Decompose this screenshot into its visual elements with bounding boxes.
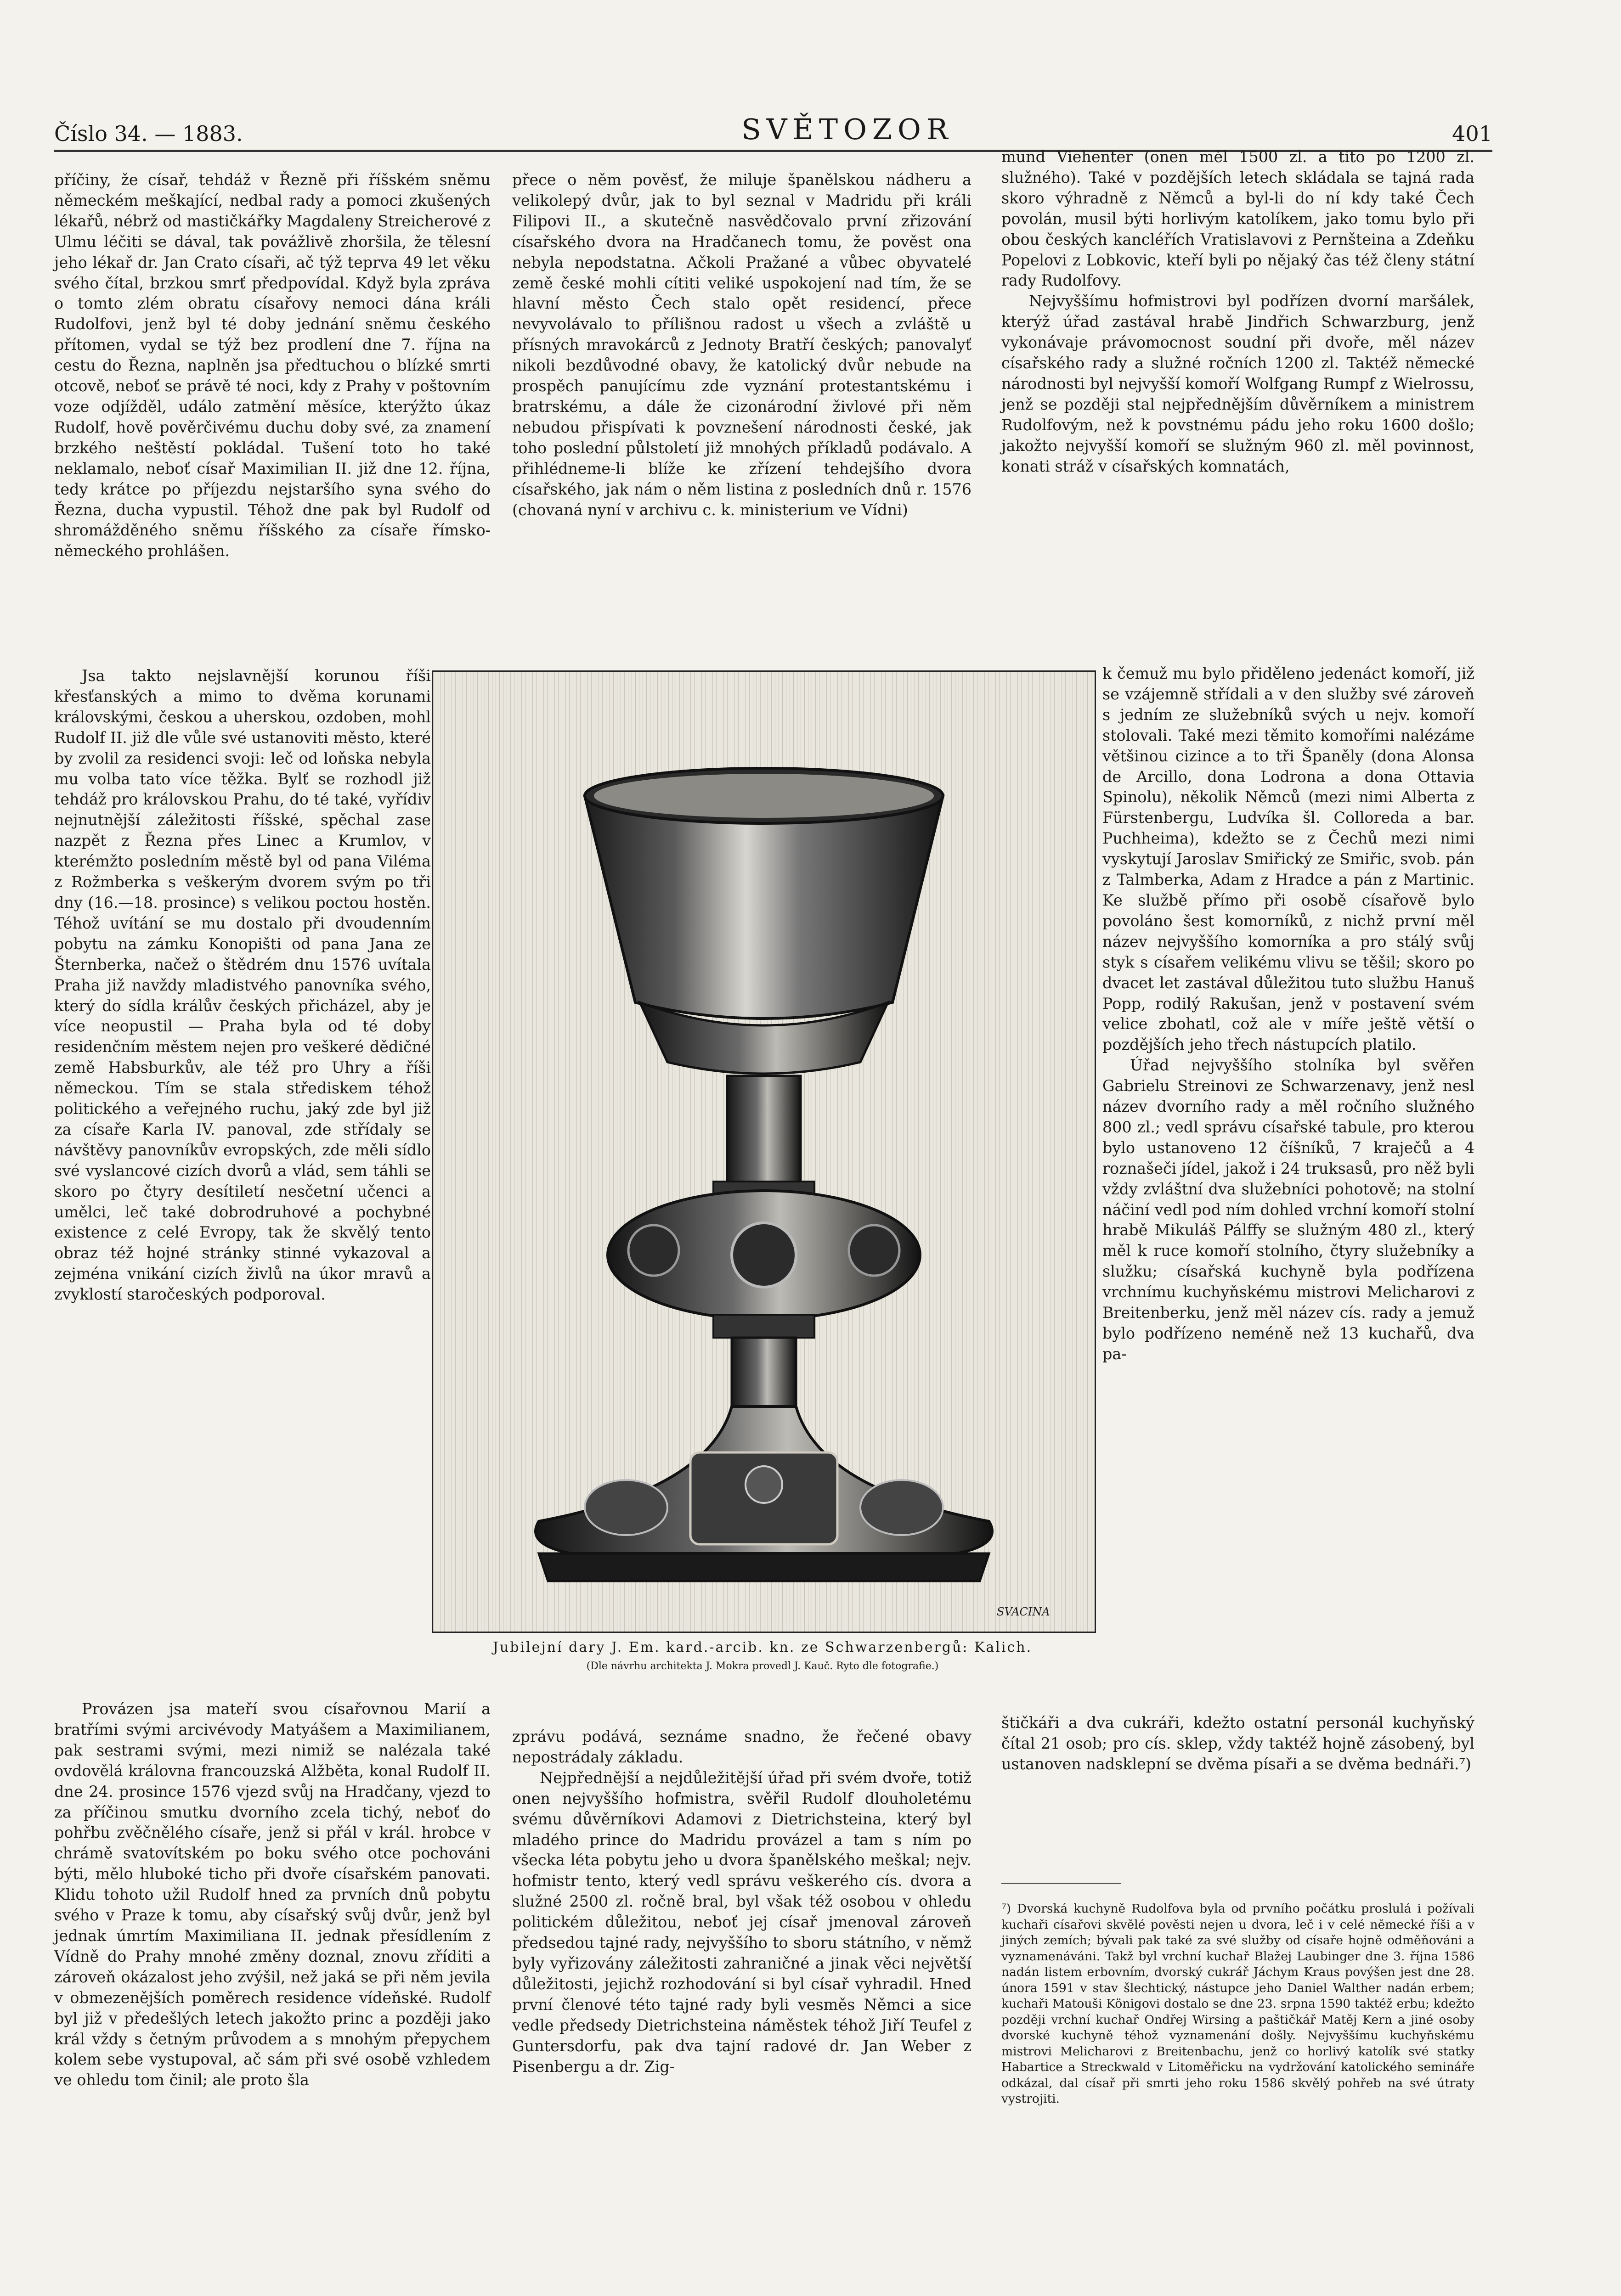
footnote-rule (1001, 1883, 1121, 1884)
page-number: 401 (1452, 121, 1492, 146)
column-2-bottom (512, 1727, 971, 2077)
paragraph: mund Viehenter (onen měl 1500 zl. a tito po 1200 zl. služného). Také v pozdějších letech skládala se tajná rada skoro výhradně z Němců a byl-li do ní kdy také Čech povolán, musil býti horlivým katolíkem, jako tomu bylo při obou českých kancléřích Vratislavovi z Pernšteina a Zdeňku Popelovi z Lobkovic, kteří byli po nějaký čas též členy státní rady Rudolfovy. (1001, 148, 1474, 290)
column-3-middle (1102, 664, 1474, 1365)
figure-credit: (Dle návrhu architekta J. Mokra provedl J. Kauč. Ryto dle fotografie.) (586, 1660, 939, 1672)
paragraph: příčiny, že císař, tehdáž v Řezně při říšském sněmu německém meškající, nedbal rady a pomoci zkušených lékařů, nébrž od mastičkářky Magdaleny Streicherové z Ulmu léčiti se dával, tak povážlivě zhoršila, že tělesní jeho lékař dr. Jan Crato císaři, ač týž teprva 49 let věku svého čítal, brzkou smrť předpovídal. Když byla zpráva o tomto zlém obratu císařovy nemoci dána králi Rudolfovi, jenž byl té doby jednání sněmu českého přítomen, vydal se týž bez prodlení dne 7. října na cestu do Řezna, naplněn jsa předtuchou o blízké smrti otcově, neboť se právě té noci, kdy z Prahy v poštovním voze odjížděl, událo zatmění měsíce, kterýžto úkaz Rudolf, hově pověrčivému duchu doby své, za znamení brzkého neštěstí pokládal. Tušení toto ho také neklamalo, neboť císař Maximilian II. již dne 12. října, tedy krátce po příjezdu nejstaršího syna svého do Řezna, ducha vypustil. Téhož dne pak byl Rudolf od shromážděného sněmu říšského za císaře římsko-německého prohlášen. (54, 171, 491, 560)
paragraph: zprávu podává, seznáme snadno, že řečené obavy nepostrádaly základu. (512, 1728, 971, 1766)
paragraph: Provázen jsa mateří svou císařovnou Marií a bratřími svými arcivévody Matyášem a Maximilianem, pak sestrami svými, mezi nimiž se nalézala také ovdovělá královna francouzská Alžběta, konal Rudolf II. dne 24. prosince 1576 vjezd svůj na Hradčany, vjezd to za příčinou smutku dvorního zcela tichý, neboť do pohřbu zvěčnělého císaře, jenž si přál v král. hrobce v chrámě svatovítském po boku svého otce pochováni býti, mělo hluboké ticho při dvoře císařském panovati. Klidu tohoto užil Rudolf hned za prvních dnů pobytu svého v Praze k tomu, aby císařský svůj dvůr, jenž byl jednak úmrtím Maximiliana II. jednak přesídlením z Vídně do Prahy mnohé změny doznal, znovu zříditi a zároveň okázalost jeho zvýšil, než jaká se při něm jevila v obmezenějších poměrech residence vídeňské. Rudolf byl již v předešlých letech jakožto princ a později jako král vždy s četným průvodem a s mnohým přepychem kolem sebe vystupoval, ač sám při své osobě vzhledem ve ohledu tom činil; ale proto šla (54, 1700, 491, 2089)
paragraph: Nejvyššímu hofmistrovi byl podřízen dvorní maršálek, kterýž úřad zastával hrabě Jindřich Schwarzburg, jenž vykonávaje právomocnost soudní při dvoře, měl název císařského rady a služné ročních 1200 zl. Taktéž německé národnosti byl nejvyšší komoří Wolfgang Rumpf z Wielrossu, jenž se později stal nejpřednějším důvěrníkem a ministrem Rudolfovým, než k povstnému pádu jeho roku 1600 došlo; jakožto nejvyšší komoří se služným 960 zl. měl povinnost, konati stráž v císařských komnatách, (1001, 292, 1474, 475)
column-1-middle (54, 666, 431, 1305)
page-header (54, 114, 1492, 146)
column-3-bottom (1001, 1713, 1474, 1775)
chalice-engraving (432, 670, 1096, 1633)
paragraph: Jsa takto nejslavnější korunou říši křesťanských a mimo to dvěma korunami královskými, českou a uherskou, ozdoben, mohl Rudolf II. již dle vůle své ustanoviti město, které by zvolil za residenci svoji: leč od loňska nebyla mu volba tato více těžka. Bylť se rozhodl již tehdáž pro královskou Prahu, do té také, vyřídiv nejnutnější záležitosti říšské, spěchal zase nazpět z Řezna přes Linec a Krumlov, v kterémžto posledním městě byl od pana Viléma z Rožmberka s veškerým dvorem svým po tři dny (16.—18. prosince) s velikou poctou hostěn. Téhož uvítání se mu dostalo při dvoudenním pobytu na zámku Konopišti od pana Jana ze Šternberka, načež o štědrém dnu 1576 uvítala Praha již navždy mladistvého panovníka svého, který do sídla králův českých přicházel, aby je více neopustil — Praha byla od té doby residenčním městem nejen pro veškeré dědičné země Habsburkův, ale též pro Uhry a říši německou. Tím se stala střediskem téhož politického a veřejného ruchu, jaký zde byl již za císaře Karla IV. panoval, zde střídaly se návštěvy panovníkův evropských, zde měli sídlo své vyslancové cizích dvorů a vlád, sem táhli se skoro po čtyry desítiletí nesčetní učenci a umělci, leč také dobrodruhové a pochybné existence z celé Evropy, tak že skvělý tento obraz též hojné stránky stinné vykazoval a zejména vnikání cizích živlů na úkor mravů a zvyklostí staročeských podporoval. (54, 667, 431, 1304)
footnote: ⁷) Dvorská kuchyně Rudolfova byla od prvního počátku proslulá i požívali kuchaři císařovi skvělé pověsti nejen u dvora, leč i v celé německé říši a v jiných zemích; bývali pak také za své služby od císaře hojně odměňováni a vyznamenáváni. Takž byl vrchní kuchař Blažej Laubinger dne 3. října 1586 nadán listem erbovním, dvorský cukrář Jáchym Kraus povýšen jest dne 28. února 1591 v stav šlechtický, nástupce jeho Daniel Walther nadán erbem; kuchaři Matouši Königovi dostalo se dne 23. srpna 1590 taktéž erbu; kdežto později vrchní kuchař Ondřej Wirsing a paštičkář Matěj Kern a jiné osoby dvorské kuchyně téhož vyznamenání došly. Nejvyššímu kuchyňskému mistrovi Melicharovi z Breitenbachu, jenž co horlivý katolík své statky Habartice a Streckwald v Litoměřicku na vydržování katolického semináře odkázal, dal císař při smrti jeho roku 1586 skvělý pohřeb na své útraty vystrojiti. (1001, 1902, 1474, 2106)
engraver-signature: SVACINA (997, 1605, 1050, 1618)
column-1-top (54, 170, 491, 562)
paragraph: k čemuž mu bylo přiděleno jedenáct komoří, již se vzájemně střídali a v den služby své zároveň s jedním ze služebníků svých u nejv. komoří stolovali. Také mezi těmito komořími nalézáme většinou cizince a to tři Španěly (dona Alonsa de Arcillo, dona Lodrona a dona Ottavia Spinolu), několik Němců (mezi nimi Alberta z Fürstenbergu, Ludvíka šl. Colloreda a bar. Puchheima), kdežto se z Čechů mezi nimi vyskytují Jaroslav Smiřický ze Smiřic, svob. pán z Talmberka, Adam z Hradce a pán z Martinic. Ke službě přímo při osobě císařově bylo povoláno šest komorníků, z nichž první měl název nejvyššího komorníka a pro stálý svůj styk s císařem velikému vlivu se těšil; skoro po dvacet let zastával důležitou tuto službu Hanuš Popp, rodilý Rakušan, jenž v postavení svém velice zbohatl, což ale v míře ještě větší o pozdějších jeho třech nástupcích platilo. (1102, 664, 1474, 1054)
column-3-top (1001, 147, 1474, 477)
journal-title: SVĚTOZOR (741, 113, 954, 146)
issue-label: Číslo 34. — 1883. (54, 121, 243, 146)
paragraph: Úřad nejvyššího stolníka byl svěřen Gabrielu Streinovi ze Schwarzenavy, jenž nesl název dvorního rady a měl ročního služného 800 zl.; vedl správu císařské tabule, pro kterou bylo ustanoveno 12 číšníků, 7 kraječů a 4 roznašeči jídel, jakož i 24 truksasů, pro něž byli vždy zvláštní dva služebníci pohotově; na stolní náčiní vedl pod ním dohled vrchní komoří stolní hrabě Mikuláš Pálffy se služným 480 zl., který měl k ruce komoří stolního, čtyry služebníky a služku; císařská kuchyně byla podřízena vrchnímu kuchyňskému mistrovi Melicharovi z Breitenberku, jenž měl název cís. rady a jemuž bylo podřízeno neméně než 13 kuchařů, dva pa- (1102, 1056, 1474, 1363)
paragraph: štičkáři a dva cukráři, kdežto ostatní personál kuchyňský čítal 21 osob; pro cís. sklep, vždy taktéž hojně zásobený, byl ustanoven nadsklepní se dvěma písaři a se dvěma bednáři.⁷) (1001, 1714, 1474, 1773)
column-1-bottom (54, 1699, 491, 2091)
paragraph: Nejpřednější a nejdůležitější úřad při svém dvoře, totiž onen nejvyššího hofmistra, svěřil Rudolf dlouholetému svému důvěrníkovi Adamovi z Dietrichsteina, který byl mladého prince do Madridu provázel a tam s ním po všecka léta pobytu jeho u dvora španělského meškal; nejv. hofmistr tento, který vedl správu veškerého cís. dvora a služné 2500 zl. ročně bral, byl však též osobou v ohledu politickém důležitou, neboť jej císař jmenoval zároveň předsedou tajné rady, nejvyššího to sboru státního, v němž byly vyřizovány záležitosti zahraničné a jinak věci největší důležitosti, jejichž rozhodování si byl císař vyhradil. Hned první členové této tajné rady byli vesměs Němci a sice vedle předsedy Dietrichsteina náměstek téhož Jiří Teufel z Guntersdorfu, pak dva tajní radové dr. Jan Weber z Pisenbergu a dr. Zig- (512, 1768, 971, 2076)
figure-caption: Jubilejní dary J. Em. kard.-arcib. kn. ze Schwarzenbergů: Kalich. (492, 1639, 1033, 1655)
column-2-top (512, 170, 971, 520)
paragraph: přece o něm pověsť, že miluje španělskou nádheru a velikolepý dvůr, jak to byl seznal v Madridu při králi Filipovi II., a skutečně nasvědčovalo první zřizování císařského dvora na Hradčanech tomu, že pověst ona nebyla nepodstatna. Ačkoli Pražané a vůbec obyvatelé země české mohli cítiti veliké uspokojení nad tím, že se hlavní město Čech stalo opět residencí, přece nevyvolávalo to přílišnou radost u všech a zvláště u přísných mravokárců z Jednoty Bratří českých; panovalyť nikoli bezdůvodné obavy, že katolický dvůr nebude na prospěch panujícímu zde vyznání protestantskému i bratrskému, a dále že cizonárodní živlové při něm nebudou přispívati k povznešení národnosti české, jak toho poslední půlstoletí již mnohých příkladů podávalo. A přihlédneme-li blíže ke zřízení tehdejšího dvora císařského, jak nám o něm listina z posledních dnů r. 1576 (chovaná nyní v archivu c. k. ministerium ve Vídni) (512, 171, 971, 519)
